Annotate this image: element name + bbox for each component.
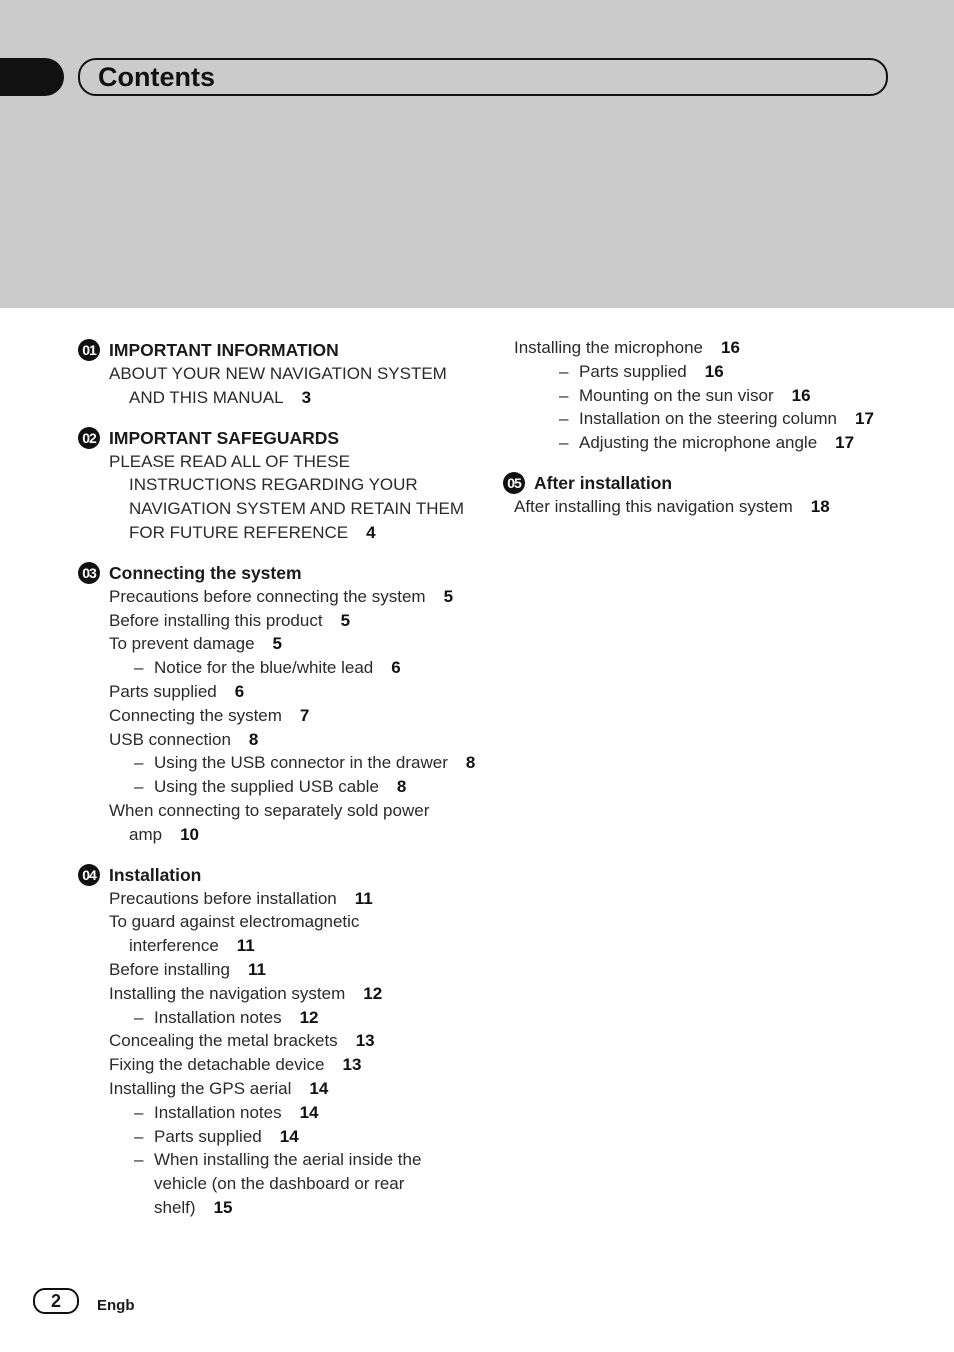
toc-entry-text: Installing the microphone bbox=[514, 338, 704, 357]
toc-entry[interactable] bbox=[78, 704, 478, 728]
toc-section bbox=[503, 471, 923, 519]
toc-entry[interactable] bbox=[78, 680, 478, 704]
toc-right-column bbox=[503, 336, 923, 535]
toc-subentry[interactable] bbox=[78, 1125, 478, 1149]
toc-page-number: 10 bbox=[180, 824, 199, 844]
section-heading[interactable] bbox=[503, 471, 923, 495]
toc-left-column bbox=[78, 338, 478, 1236]
toc-page-number: 4 bbox=[366, 522, 376, 542]
toc-entry[interactable] bbox=[78, 958, 478, 982]
toc-entry-text: Before installing this product bbox=[109, 610, 323, 630]
dash-bullet: – bbox=[134, 1150, 144, 1170]
toc-entry-text: Precautions before connecting the system bbox=[109, 586, 426, 606]
toc-page-number: 16 bbox=[704, 361, 724, 381]
section-title: Connecting the system bbox=[109, 562, 302, 583]
toc-subentry[interactable] bbox=[503, 384, 923, 408]
toc-page-number: 5 bbox=[272, 634, 283, 654]
header-band bbox=[0, 0, 954, 308]
toc-entry[interactable] bbox=[503, 495, 923, 519]
toc-entry-text: ABOUT YOUR NEW NAVIGATION SYSTEM AND THIS MANUAL bbox=[109, 364, 447, 407]
toc-page-number: 11 bbox=[236, 936, 255, 956]
toc-entry-text: Adjusting the microphone angle bbox=[579, 433, 818, 453]
toc-entry-text: Installation notes bbox=[154, 1007, 282, 1027]
toc-entry-text: Mounting on the sun visor bbox=[579, 385, 774, 405]
toc-entry-text: Concealing the metal brackets bbox=[109, 1031, 338, 1051]
toc-page-number: 16 bbox=[721, 338, 740, 357]
page-title: Contents bbox=[98, 62, 215, 92]
dash-bullet: – bbox=[134, 1102, 144, 1122]
toc-section bbox=[78, 863, 478, 1220]
toc-page-number: 5 bbox=[443, 586, 454, 606]
toc-entry-text: Parts supplied bbox=[579, 361, 687, 381]
toc-entry-text: Installing the GPS aerial bbox=[109, 1078, 292, 1098]
toc-entry[interactable] bbox=[78, 728, 478, 752]
toc-subentry[interactable] bbox=[78, 1101, 478, 1125]
toc-page-number: 5 bbox=[340, 610, 351, 630]
toc-entry-text: Installing the navigation system bbox=[109, 983, 346, 1003]
toc-page-number: 6 bbox=[391, 658, 401, 678]
toc-subentry[interactable] bbox=[78, 656, 478, 680]
toc-entry[interactable] bbox=[78, 632, 478, 656]
toc-subentry[interactable] bbox=[503, 431, 923, 455]
toc-entry-text: Using the supplied USB cable bbox=[154, 777, 379, 797]
toc-entry-text: USB connection bbox=[109, 729, 231, 749]
dash-bullet: – bbox=[559, 385, 569, 405]
toc-page-number: 14 bbox=[309, 1078, 329, 1098]
section-heading[interactable] bbox=[78, 426, 478, 450]
section-number-badge: 03 bbox=[78, 562, 100, 584]
toc-section bbox=[78, 561, 478, 847]
section-title: Installation bbox=[109, 864, 202, 885]
section-number-badge: 04 bbox=[78, 864, 100, 886]
toc-subentry[interactable] bbox=[78, 751, 478, 775]
dash-bullet: – bbox=[134, 658, 144, 678]
toc-entry-text: Using the USB connector in the drawer bbox=[154, 753, 448, 773]
toc-entry[interactable] bbox=[78, 1077, 478, 1101]
toc-page-number: 11 bbox=[354, 888, 373, 908]
header-tab bbox=[0, 58, 64, 96]
toc-entry[interactable] bbox=[503, 336, 923, 360]
toc-entry-text: Fixing the detachable device bbox=[109, 1055, 325, 1075]
toc-entry-text: Precautions before installation bbox=[109, 888, 337, 908]
toc-page-number: 12 bbox=[363, 983, 383, 1003]
section-heading[interactable] bbox=[78, 338, 478, 362]
language-label: Engb bbox=[97, 1297, 135, 1314]
section-number-badge: 02 bbox=[78, 427, 100, 449]
toc-entry-text: Before installing bbox=[109, 959, 230, 979]
dash-bullet: – bbox=[559, 409, 569, 429]
toc-entry[interactable] bbox=[78, 585, 478, 609]
toc-entry-text: Connecting the system bbox=[109, 705, 282, 725]
toc-page-number: 16 bbox=[791, 385, 811, 405]
toc-section bbox=[78, 426, 478, 545]
toc-page-number: 3 bbox=[301, 387, 312, 407]
section-title: After installation bbox=[534, 472, 673, 493]
toc-entry-text: Installation notes bbox=[154, 1102, 282, 1122]
toc-subentry[interactable] bbox=[503, 360, 923, 384]
toc-entry-text: Parts supplied bbox=[109, 681, 217, 701]
toc-page-number: 17 bbox=[835, 433, 855, 453]
toc-page-number: 11 bbox=[247, 959, 266, 979]
toc-subentry[interactable] bbox=[78, 775, 478, 799]
toc-entry-text: After installing this navigation system bbox=[514, 496, 793, 516]
toc-page-number: 13 bbox=[342, 1055, 362, 1075]
toc-entry-text: Parts supplied bbox=[154, 1126, 262, 1146]
page-number: 2 bbox=[50, 1291, 61, 1311]
toc-entry[interactable] bbox=[78, 1053, 478, 1077]
toc-entry-text: When installing the aerial inside the vehicle (on the dashboard or rear shelf) bbox=[154, 1150, 422, 1217]
dash-bullet: – bbox=[134, 1007, 144, 1027]
toc-entry-text: To guard against electromagnetic interference bbox=[109, 912, 360, 956]
toc-page-number: 8 bbox=[465, 753, 476, 773]
toc-page-number: 13 bbox=[355, 1031, 375, 1051]
dash-bullet: – bbox=[559, 433, 569, 453]
toc-page-number: 14 bbox=[299, 1102, 319, 1122]
toc-entry[interactable] bbox=[78, 982, 478, 1006]
toc-page-number: 14 bbox=[279, 1126, 299, 1146]
toc-entry[interactable] bbox=[78, 910, 478, 958]
toc-page-number: 15 bbox=[213, 1197, 233, 1217]
toc-entry-text: Installation on the steering column bbox=[579, 409, 837, 429]
toc-entry-text: To prevent damage bbox=[109, 634, 255, 654]
toc-entry[interactable] bbox=[78, 1029, 478, 1053]
toc-entry[interactable] bbox=[78, 609, 478, 633]
toc-section bbox=[78, 338, 478, 410]
dash-bullet: – bbox=[134, 753, 144, 773]
toc-entry[interactable] bbox=[78, 450, 478, 545]
toc-subentry[interactable] bbox=[503, 407, 923, 431]
page-number-badge bbox=[33, 1288, 79, 1314]
section-title: IMPORTANT SAFEGUARDS bbox=[109, 427, 340, 448]
toc-entry[interactable] bbox=[78, 887, 478, 911]
toc-page-number: 18 bbox=[810, 496, 830, 516]
dash-bullet: – bbox=[559, 361, 569, 381]
section-heading[interactable] bbox=[78, 863, 478, 887]
toc-page-number: 8 bbox=[248, 729, 259, 749]
toc-page-number: 7 bbox=[299, 705, 310, 725]
section-heading[interactable] bbox=[78, 561, 478, 585]
toc-entry[interactable] bbox=[78, 362, 478, 410]
toc-section-continued bbox=[503, 336, 923, 455]
section-number-badge: 01 bbox=[78, 339, 100, 361]
dash-bullet: – bbox=[134, 777, 144, 797]
section-title: IMPORTANT INFORMATION bbox=[109, 340, 339, 360]
toc-subentry[interactable] bbox=[78, 1006, 478, 1030]
section-number-badge: 05 bbox=[503, 472, 525, 494]
toc-subentry[interactable] bbox=[78, 1148, 478, 1219]
toc-entry-text: PLEASE READ ALL OF THESE INSTRUCTIONS REGARDING YOUR NAVIGATION SYSTEM AND RETAIN THEM FOR FUTURE REFERENCE bbox=[109, 451, 465, 542]
toc-entry-text: Notice for the blue/white lead bbox=[154, 658, 374, 678]
toc-entry-text: When connecting to separately sold power amp bbox=[109, 800, 430, 844]
dash-bullet: – bbox=[134, 1126, 144, 1146]
toc-entry[interactable] bbox=[78, 799, 478, 847]
toc-page-number: 17 bbox=[855, 409, 874, 429]
toc-page-number: 6 bbox=[234, 681, 245, 701]
title-box bbox=[78, 58, 888, 96]
toc-page-number: 8 bbox=[396, 777, 407, 797]
toc-page-number: 12 bbox=[299, 1007, 319, 1027]
